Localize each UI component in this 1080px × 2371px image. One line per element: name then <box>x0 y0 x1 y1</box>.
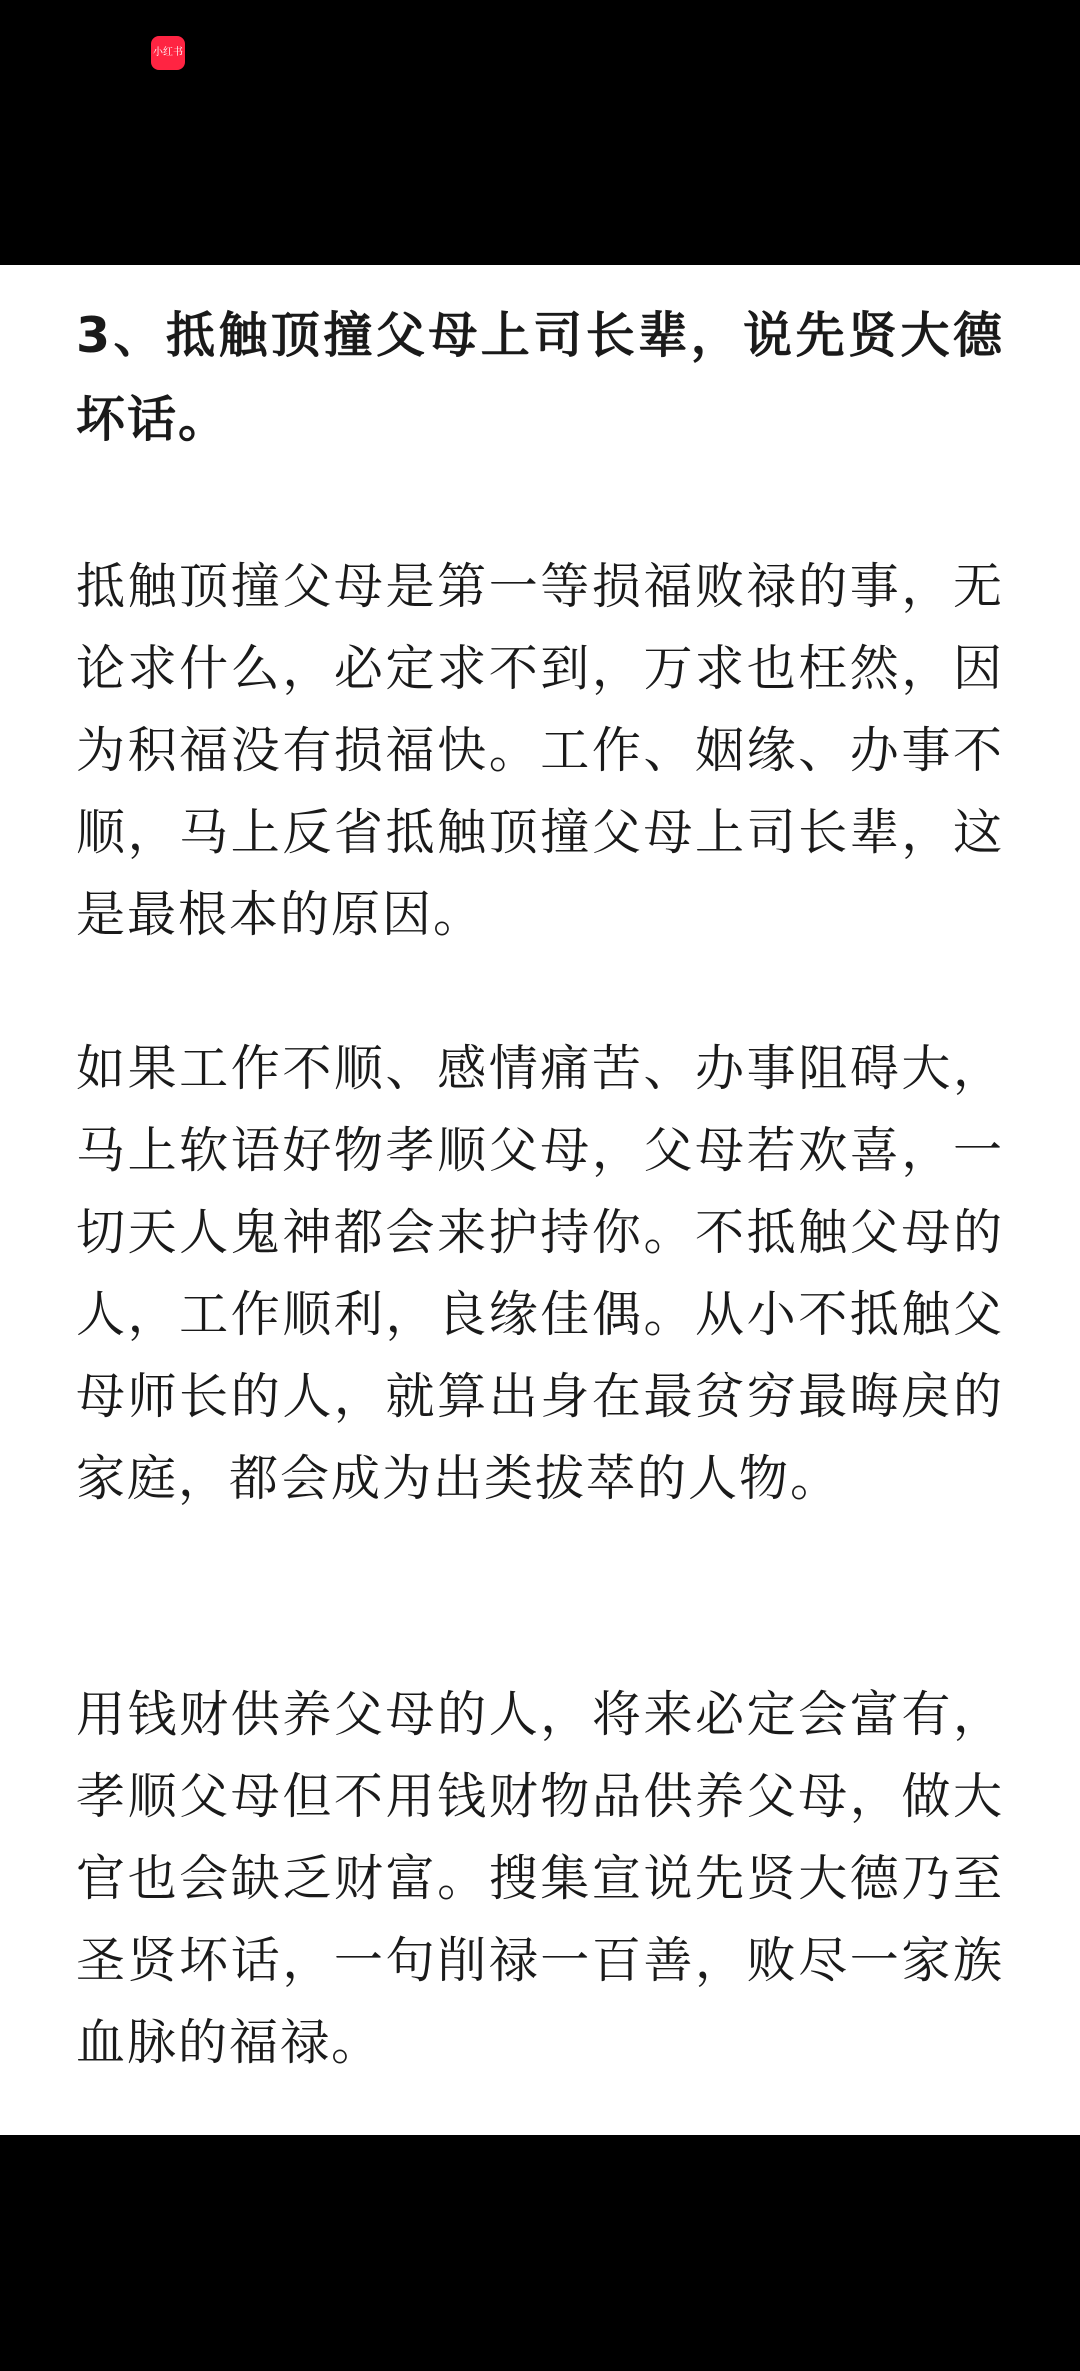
article-paragraph-1: 抵触顶撞父母是第一等损福败禄的事，无论求什么，必定求不到，万求也枉然，因为积福没有损福快。工作、姻缘、办事不顺，马上反省抵触顶撞父母上司长辈，这是最根本的原因。 <box>76 558 1004 943</box>
article-paragraph-3: 用钱财供养父母的人，将来必定会富有，孝顺父母但不用钱财物品供养父母，做大官也会缺乏财富。搜集宣说先贤大德乃至圣贤坏话，一句削禄一百善，败尽一家族血脉的福禄。 <box>76 1686 1004 2071</box>
article-content <box>0 265 1080 2135</box>
bottom-bar <box>0 2135 1080 2371</box>
article-heading: 3、抵触顶撞父母上司长辈，说先贤大德坏话。 <box>76 307 1004 448</box>
xiaohongshu-logo: 小红书 <box>151 36 185 70</box>
article-paragraph-2: 如果工作不顺、感情痛苦、办事阻碍大，马上软语好物孝顺父母，父母若欢喜，一切天人鬼神都会来护持你。不抵触父母的人，工作顺利，良缘佳偶。从小不抵触父母师长的人，就算出身在最贫穷最晦戾的家庭，都会成为出类拔萃的人物。 <box>76 1040 1004 1507</box>
top-bar <box>0 0 1080 265</box>
